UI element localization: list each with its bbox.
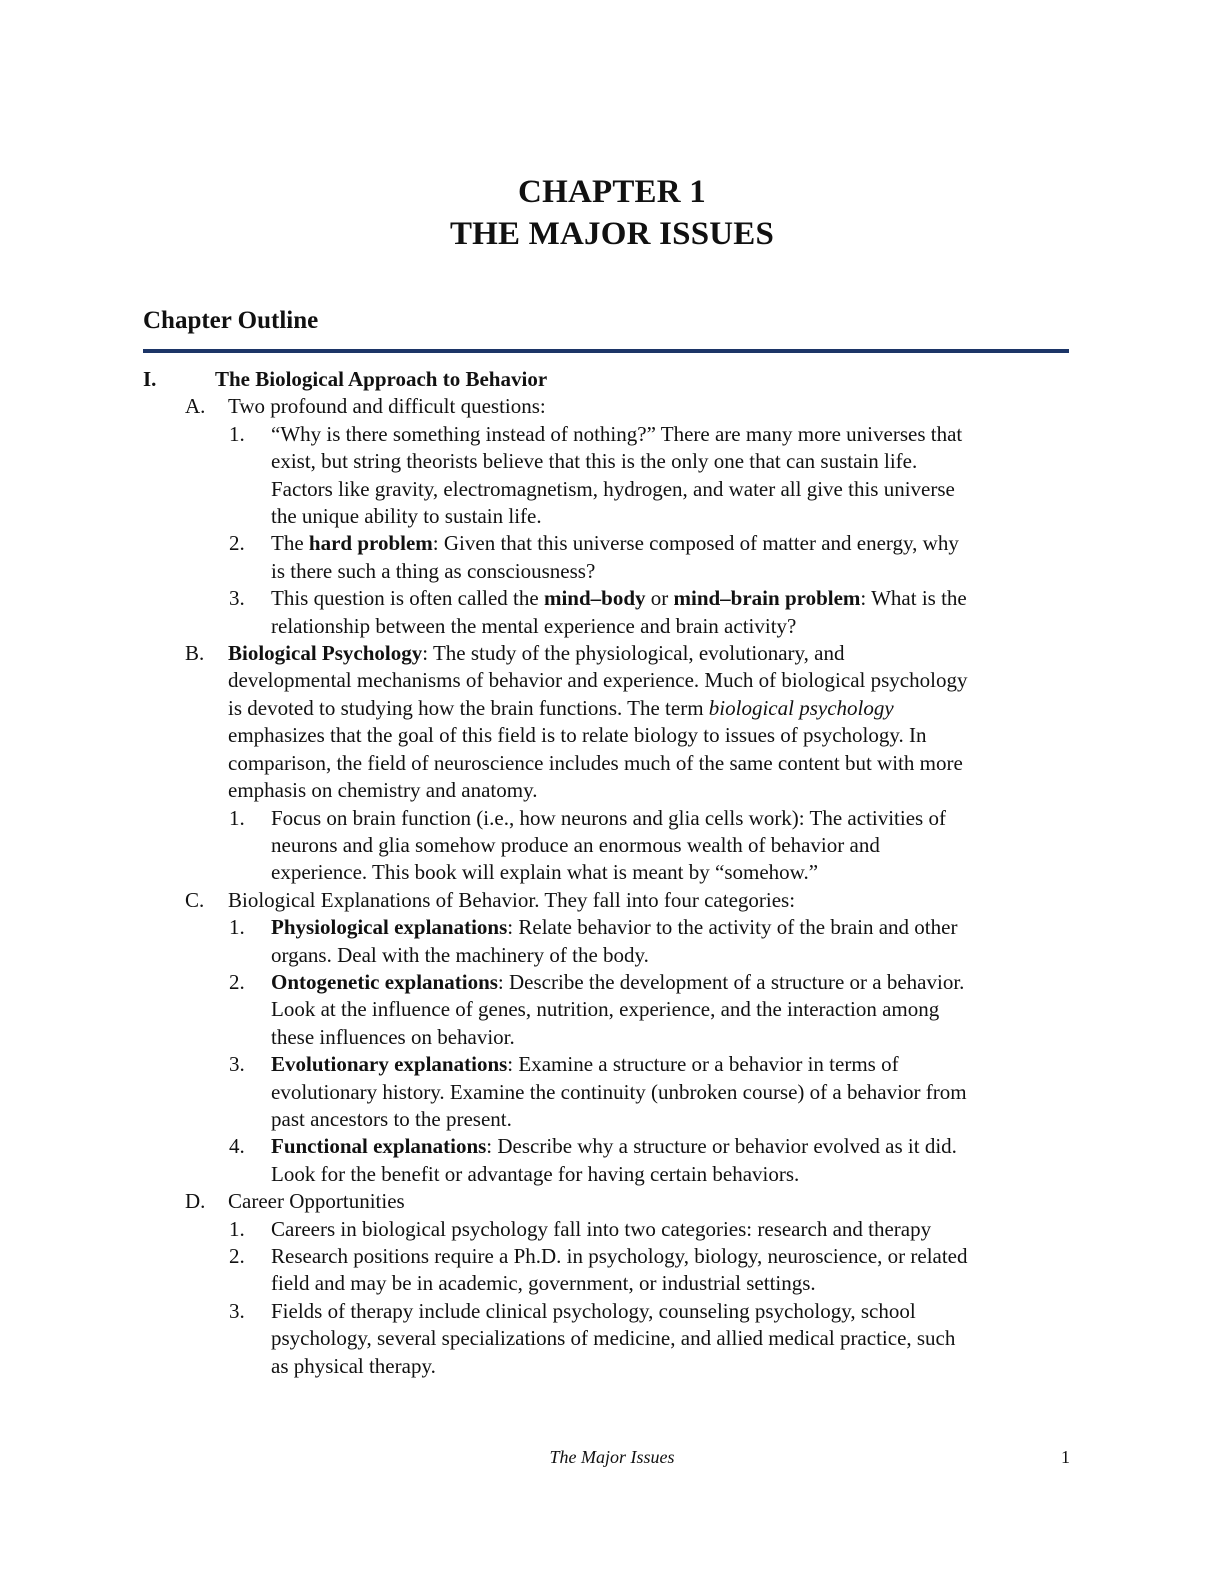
key-term: mind–body xyxy=(543,586,646,611)
outline-heading: Chapter Outline xyxy=(143,307,319,334)
chapter-number: CHAPTER 1 xyxy=(518,174,706,210)
key-term: Evolutionary explanations xyxy=(271,1052,508,1077)
item-label: 4. xyxy=(229,1134,245,1159)
item-text: organs. Deal with the machinery of the body. xyxy=(271,942,649,967)
item-label: 3. xyxy=(229,586,245,611)
outline-subitem xyxy=(143,914,1073,941)
key-term: Biological Psychology xyxy=(228,641,423,666)
key-term: Physiological explanations xyxy=(271,915,508,940)
outline-subitem xyxy=(143,1133,1073,1160)
item-label: 1. xyxy=(229,421,245,446)
key-term: hard problem xyxy=(308,531,433,556)
item-text: Look at the influence of genes, nutrition, experience, and the interaction among xyxy=(271,997,940,1022)
item-text: comparison, the field of neuroscience includes much of the same content but with more xyxy=(228,750,963,775)
section-number: I. xyxy=(143,367,157,391)
item-text: developmental mechanisms of behavior and experience. Much of biological psychology xyxy=(228,668,968,693)
item-text: is there such a thing as consciousness? xyxy=(271,558,596,583)
item-text: evolutionary history. Examine the continuity (unbroken course) of a behavior from xyxy=(271,1079,967,1104)
item-label: 1. xyxy=(229,1216,245,1241)
item-text: Fields of therapy include clinical psychology, counseling psychology, school xyxy=(271,1298,916,1323)
section-heading xyxy=(143,366,1073,393)
item-text: emphasizes that the goal of this field is to relate biology to issues of psychology. In xyxy=(228,723,927,748)
item-label: 2. xyxy=(229,969,245,994)
outline-subitem xyxy=(143,1243,1073,1270)
item-text: exist, but string theorists believe that this is the only one that can sustain life. xyxy=(271,449,918,474)
item-text: the unique ability to sustain life. xyxy=(271,504,542,529)
item-text: : The study of the physiological, evolutionary, and xyxy=(422,641,845,666)
outline-subitem xyxy=(143,421,1073,448)
item-text: Two profound and difficult questions: xyxy=(228,394,546,419)
item-text: “Why is there something instead of nothing?” There are many more universes that xyxy=(271,421,963,446)
item-text: is devoted to studying how the brain functions. The term xyxy=(228,695,709,720)
item-label: 2. xyxy=(229,531,245,556)
section-title: The Biological Approach to Behavior xyxy=(215,367,548,391)
item-text: Factors like gravity, electromagnetism, hydrogen, and water all give this universe xyxy=(271,476,955,501)
outline-subitem xyxy=(143,585,1073,612)
outline-item-c xyxy=(143,887,1073,914)
item-text: : What is the xyxy=(860,586,967,611)
outline-item-a xyxy=(143,393,1073,420)
item-label: C. xyxy=(185,887,205,912)
item-text: relationship between the mental experience and brain activity? xyxy=(271,613,797,638)
item-label: D. xyxy=(185,1189,206,1214)
item-text: or xyxy=(645,586,674,611)
outline-subitem xyxy=(143,969,1073,996)
outline-item-b xyxy=(143,640,1073,667)
item-label: A. xyxy=(185,394,206,419)
item-text: Biological Explanations of Behavior. They fall into four categories: xyxy=(228,887,796,912)
item-text: field and may be in academic, government, or industrial settings. xyxy=(271,1271,816,1296)
chapter-title: THE MAJOR ISSUES xyxy=(449,216,775,252)
outline-subitem xyxy=(143,1298,1073,1325)
item-text: past ancestors to the present. xyxy=(271,1106,512,1131)
footer-title: The Major Issues xyxy=(549,1447,675,1467)
item-text: psychology, several specializations of medicine, and allied medical practice, such xyxy=(271,1326,956,1351)
item-text: This question is often called the xyxy=(271,586,544,611)
item-text-line xyxy=(143,695,1073,722)
item-text: Careers in biological psychology fall into two categories: research and therapy xyxy=(271,1216,932,1241)
outline-subitem xyxy=(143,805,1073,832)
item-text: : Given that this universe composed of matter and energy, why xyxy=(432,531,959,556)
item-text: experience. This book will explain what is meant by “somehow.” xyxy=(271,860,819,885)
outline-subitem xyxy=(143,530,1073,557)
item-text: The xyxy=(271,531,309,556)
key-term: mind–brain problem xyxy=(673,586,861,611)
item-text: : Examine a structure or a behavior in terms of xyxy=(507,1052,899,1077)
page-number: 1 xyxy=(1061,1447,1070,1467)
item-label: B. xyxy=(185,641,205,666)
item-text: Focus on brain function (i.e., how neurons and glia cells work): The activities of xyxy=(271,805,946,830)
item-text: these influences on behavior. xyxy=(271,1024,515,1049)
item-text: neurons and glia somehow produce an enormous wealth of behavior and xyxy=(271,832,880,857)
item-text: emphasis on chemistry and anatomy. xyxy=(228,778,538,803)
item-label: 2. xyxy=(229,1244,245,1268)
heading-divider xyxy=(143,349,1069,353)
item-label: 1. xyxy=(229,915,245,940)
key-term: Ontogenetic explanations xyxy=(271,969,498,994)
item-label: 3. xyxy=(229,1052,245,1077)
item-label: 3. xyxy=(229,1298,245,1323)
item-text: : Describe the development of a structure or a behavior. xyxy=(497,969,965,994)
italic-term: biological psychology xyxy=(708,695,894,720)
item-text: as physical therapy. xyxy=(271,1353,436,1378)
key-term: Functional explanations xyxy=(271,1134,487,1159)
item-label: 1. xyxy=(229,805,245,830)
outline-item-d xyxy=(143,1188,1073,1215)
chapter-outline xyxy=(143,366,1073,1380)
item-text: : Relate behavior to the activity of the brain and other xyxy=(507,915,958,940)
item-text: Career Opportunities xyxy=(228,1189,405,1214)
outline-subitem xyxy=(143,1216,1073,1243)
item-text: : Describe why a structure or behavior evolved as it did. xyxy=(486,1134,957,1159)
item-text: Research positions require a Ph.D. in psychology, biology, neuroscience, or related xyxy=(271,1244,968,1268)
outline-subitem xyxy=(143,1051,1073,1078)
item-text: Look for the benefit or advantage for having certain behaviors. xyxy=(271,1161,800,1186)
